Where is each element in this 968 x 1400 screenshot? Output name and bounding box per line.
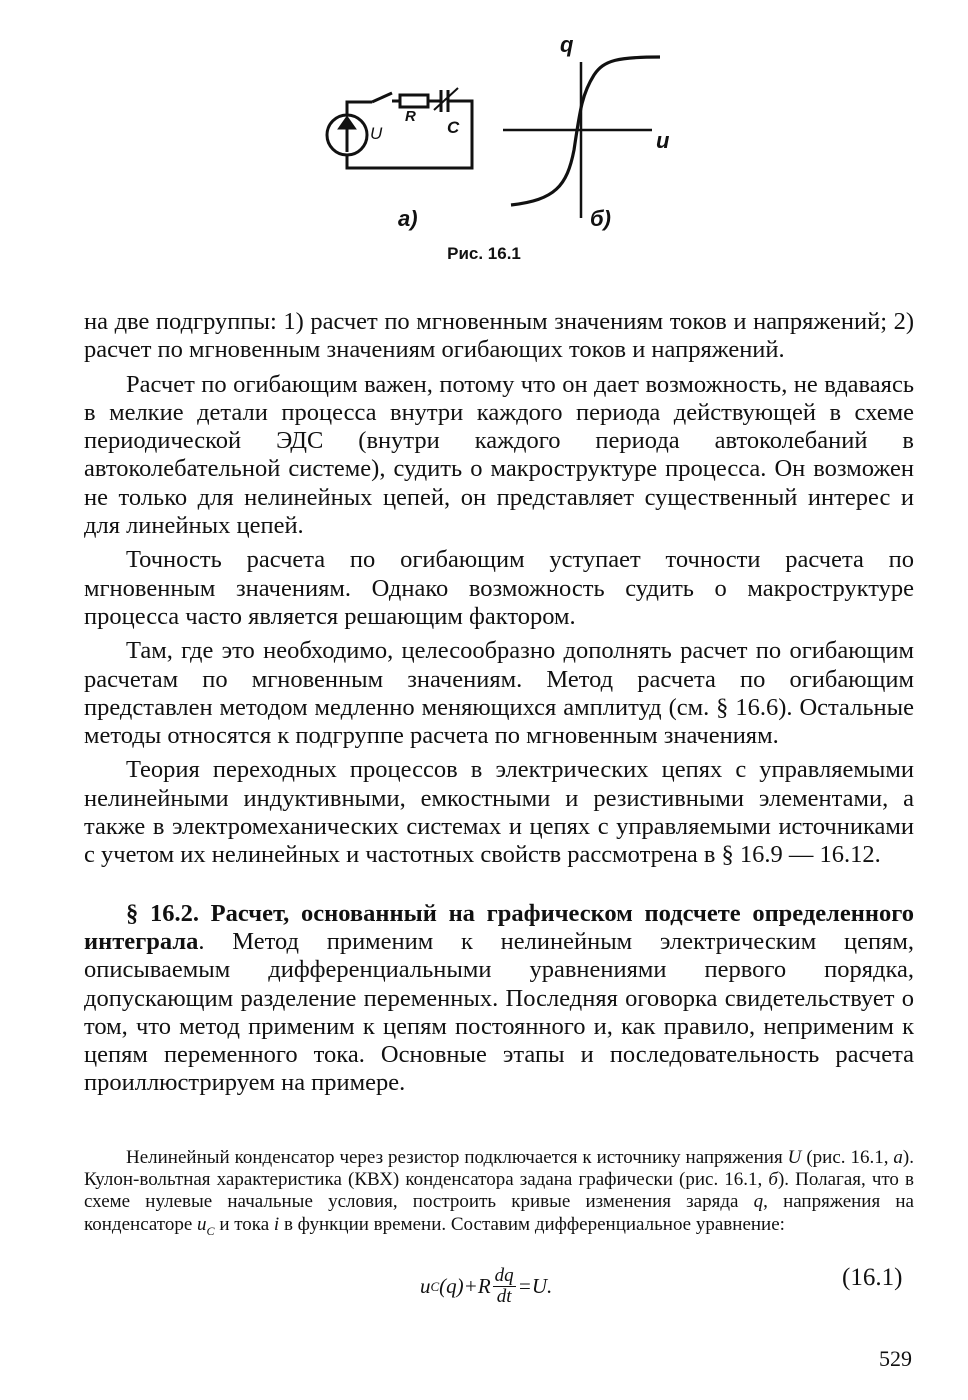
source-arrow-head <box>340 118 354 128</box>
var-uc-subscript: C <box>206 1223 215 1238</box>
switch-blade <box>372 93 392 102</box>
q-axis-label: q <box>560 32 574 57</box>
resistor-symbol <box>400 95 428 107</box>
paragraph-4: Там, где это необходимо, целесообразно дополнять расчет по огибающим расчетам по мгновенным значениям. Метод расчета по огибающим представлен методом медленно меняющихся амплитуд (см. § 16.6). Остальные методы относятся к подгруппе расчета по мгновенным значениям. <box>84 637 914 750</box>
example-text <box>84 1147 914 1242</box>
section-text: . Метод применим к нелинейным электрическим цепям, описываемым дифференциальными уравнениями первого порядка, допускающим разделение переменных. Последняя оговорка свидетельствует о том, что метод применим к цепям постоянного и, как правило, неприменим к цепям переменного тока. Основные этапы и последовательность расчета проиллюстрируем на примере. <box>84 927 914 1097</box>
eq-lhs-subscript: C <box>430 1278 440 1294</box>
var-uc: u <box>197 1213 207 1235</box>
eq-lhs: u <box>420 1274 431 1298</box>
eq-rhs: =U. <box>517 1274 553 1298</box>
example-text-part: и тока <box>214 1213 274 1235</box>
ref-b: б <box>768 1169 778 1191</box>
qu-characteristic-graph <box>503 57 660 218</box>
eq-arg: (q)+R <box>439 1274 491 1298</box>
var-q: q <box>753 1191 764 1213</box>
section-title: § 16.2. Расчет, основанный на графическом подсчете определенного интеграла <box>84 899 914 955</box>
var-U: U <box>787 1147 802 1168</box>
paragraph-1: на две подгруппы: 1) расчет по мгновенным значениям токов и напряжений; 2) расчет по мгновенным значениям огибающих токов и напряжений. <box>84 308 914 364</box>
circuit-sublabel: а) <box>398 206 418 231</box>
example-paragraph <box>84 1147 914 1242</box>
example-text-part: Нелинейный конденсатор через резистор подключается к источнику напряжения <box>126 1147 788 1168</box>
equation-16-1 <box>420 1266 552 1307</box>
graph-sublabel: б) <box>590 206 611 231</box>
capacitor-label: C <box>447 118 460 137</box>
wire-top-left <box>347 102 372 115</box>
paragraph-5: Теория переходных процессов в электрических цепях с управляемыми нелинейными индуктивными, емкостными и резистивными элементами, а также в электромеханических системах и цепях с управляемыми источниками с учетом их нелинейных и частотных свойств рассмотрена в § 16.9 — 16.12. <box>84 756 914 869</box>
page-number: 529 <box>879 1346 912 1371</box>
paragraph-2: Расчет по огибающим важен, потому что он дает возможность, не вдаваясь в мелкие детали процесса внутри каждого периода действующей в схеме периодической ЭДС (внутри каждого периода автоколебаний в автоколебательной системе), судить о макроструктуре процесса. Он возможен не только для нелинейных цепей, он представляет существенный интерес и для линейных цепей. <box>84 370 914 540</box>
eq-denominator: dt <box>496 1286 512 1307</box>
paragraph-3: Точность расчета по огибающим уступает точности расчета по мгновенным значениям. Однако возможность судить о макроструктуре процесса часто является решающим фактором. <box>84 546 914 630</box>
main-text <box>84 308 914 1104</box>
example-text-part: ). Кулон-вольтная характеристика (КВХ) конденсатора задана графически (рис. 16.1, <box>84 1147 914 1191</box>
figure-caption: Рис. 16.1 <box>447 244 521 263</box>
capacitor-nonlinear-mark <box>434 88 458 110</box>
source-voltage-label: U <box>370 124 383 143</box>
example-text-part: (рис. 16.1, <box>801 1147 894 1168</box>
example-text-part: в функции времени. Составим дифференциальное уравнение: <box>279 1213 785 1235</box>
resistor-label: R <box>405 108 416 125</box>
u-axis-label: u <box>656 128 670 153</box>
example-text-part: , напряжения на конденсаторе <box>84 1191 914 1235</box>
figure-16-1 <box>0 0 968 300</box>
eq-numerator: dq <box>494 1265 514 1286</box>
eq-fraction <box>493 1266 516 1307</box>
section-16-2 <box>84 900 914 1098</box>
var-i: i <box>273 1213 280 1235</box>
equation-number: (16.1) <box>842 1264 903 1291</box>
ref-a: а <box>893 1147 903 1168</box>
example-text-part: ). Полагая, что в схеме нулевые начальные условия, построить кривые изменения заряда <box>84 1169 914 1213</box>
